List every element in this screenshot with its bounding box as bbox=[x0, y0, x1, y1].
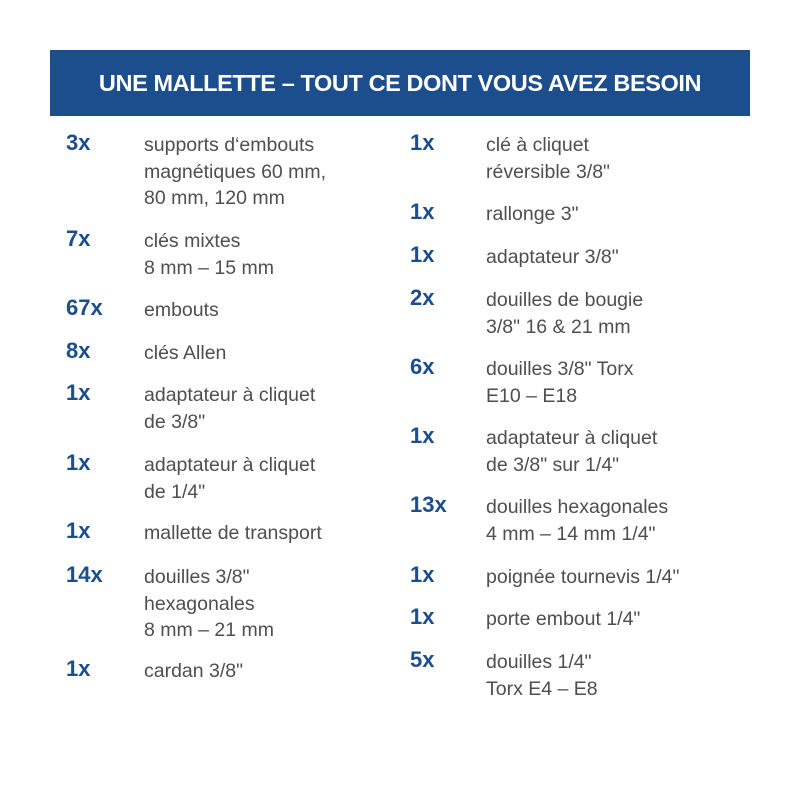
item-description: douilles 1/4" Torx E4 – E8 bbox=[486, 651, 598, 700]
item-quantity: 1x bbox=[66, 656, 91, 681]
item-description: clés Allen bbox=[144, 342, 227, 364]
item-description: cardan 3/8" bbox=[144, 660, 244, 682]
item-quantity: 7x bbox=[66, 226, 91, 251]
item-description: clés mixtes 8 mm – 15 mm bbox=[144, 230, 275, 279]
item-description: mallette de transport bbox=[144, 522, 322, 544]
item-description: adaptateur à cliquet de 3/8" bbox=[144, 384, 316, 433]
header-banner bbox=[50, 50, 750, 116]
item-quantity: 8x bbox=[66, 338, 91, 363]
item-quantity: 6x bbox=[410, 354, 435, 379]
item-description: douilles hexagonales 4 mm – 14 mm 1/4" bbox=[486, 496, 669, 545]
item-quantity: 14x bbox=[66, 562, 103, 587]
page-title: UNE MALLETTE – TOUT CE DONT VOUS AVEZ BESOIN bbox=[98, 69, 702, 96]
item-description: douilles 3/8" hexagonales 8 mm – 21 mm bbox=[144, 566, 275, 641]
item-quantity: 13x bbox=[410, 492, 447, 517]
item-quantity: 1x bbox=[410, 423, 435, 448]
item-description: clé à cliquet réversible 3/8" bbox=[486, 134, 610, 183]
item-quantity: 1x bbox=[410, 242, 435, 267]
item-quantity: 1x bbox=[410, 199, 435, 224]
item-description: adaptateur à cliquet de 1/4" bbox=[144, 454, 316, 503]
item-quantity: 3x bbox=[66, 130, 91, 155]
item-description: porte embout 1/4" bbox=[486, 608, 641, 630]
item-description: douilles de bougie 3/8" 16 & 21 mm bbox=[486, 289, 644, 338]
item-quantity: 1x bbox=[410, 130, 435, 155]
item-quantity: 67x bbox=[66, 295, 103, 320]
item-description: douilles 3/8" Torx E10 – E18 bbox=[486, 358, 634, 407]
item-quantity: 5x bbox=[410, 647, 435, 672]
item-quantity: 1x bbox=[66, 518, 91, 543]
item-quantity: 2x bbox=[410, 285, 435, 310]
item-description: supports d‘embouts magnétiques 60 mm, 80 mm, 120 mm bbox=[144, 134, 327, 209]
item-description: embouts bbox=[144, 299, 219, 321]
item-description: adaptateur 3/8" bbox=[486, 246, 619, 268]
item-quantity: 1x bbox=[410, 562, 435, 587]
item-quantity: 1x bbox=[410, 604, 435, 629]
item-description: rallonge 3" bbox=[486, 203, 579, 225]
item-quantity: 1x bbox=[66, 380, 91, 405]
item-quantity: 1x bbox=[66, 450, 91, 475]
item-description: adaptateur à cliquet de 3/8" sur 1/4" bbox=[486, 427, 658, 476]
item-description: poignée tournevis 1/4" bbox=[486, 566, 680, 588]
